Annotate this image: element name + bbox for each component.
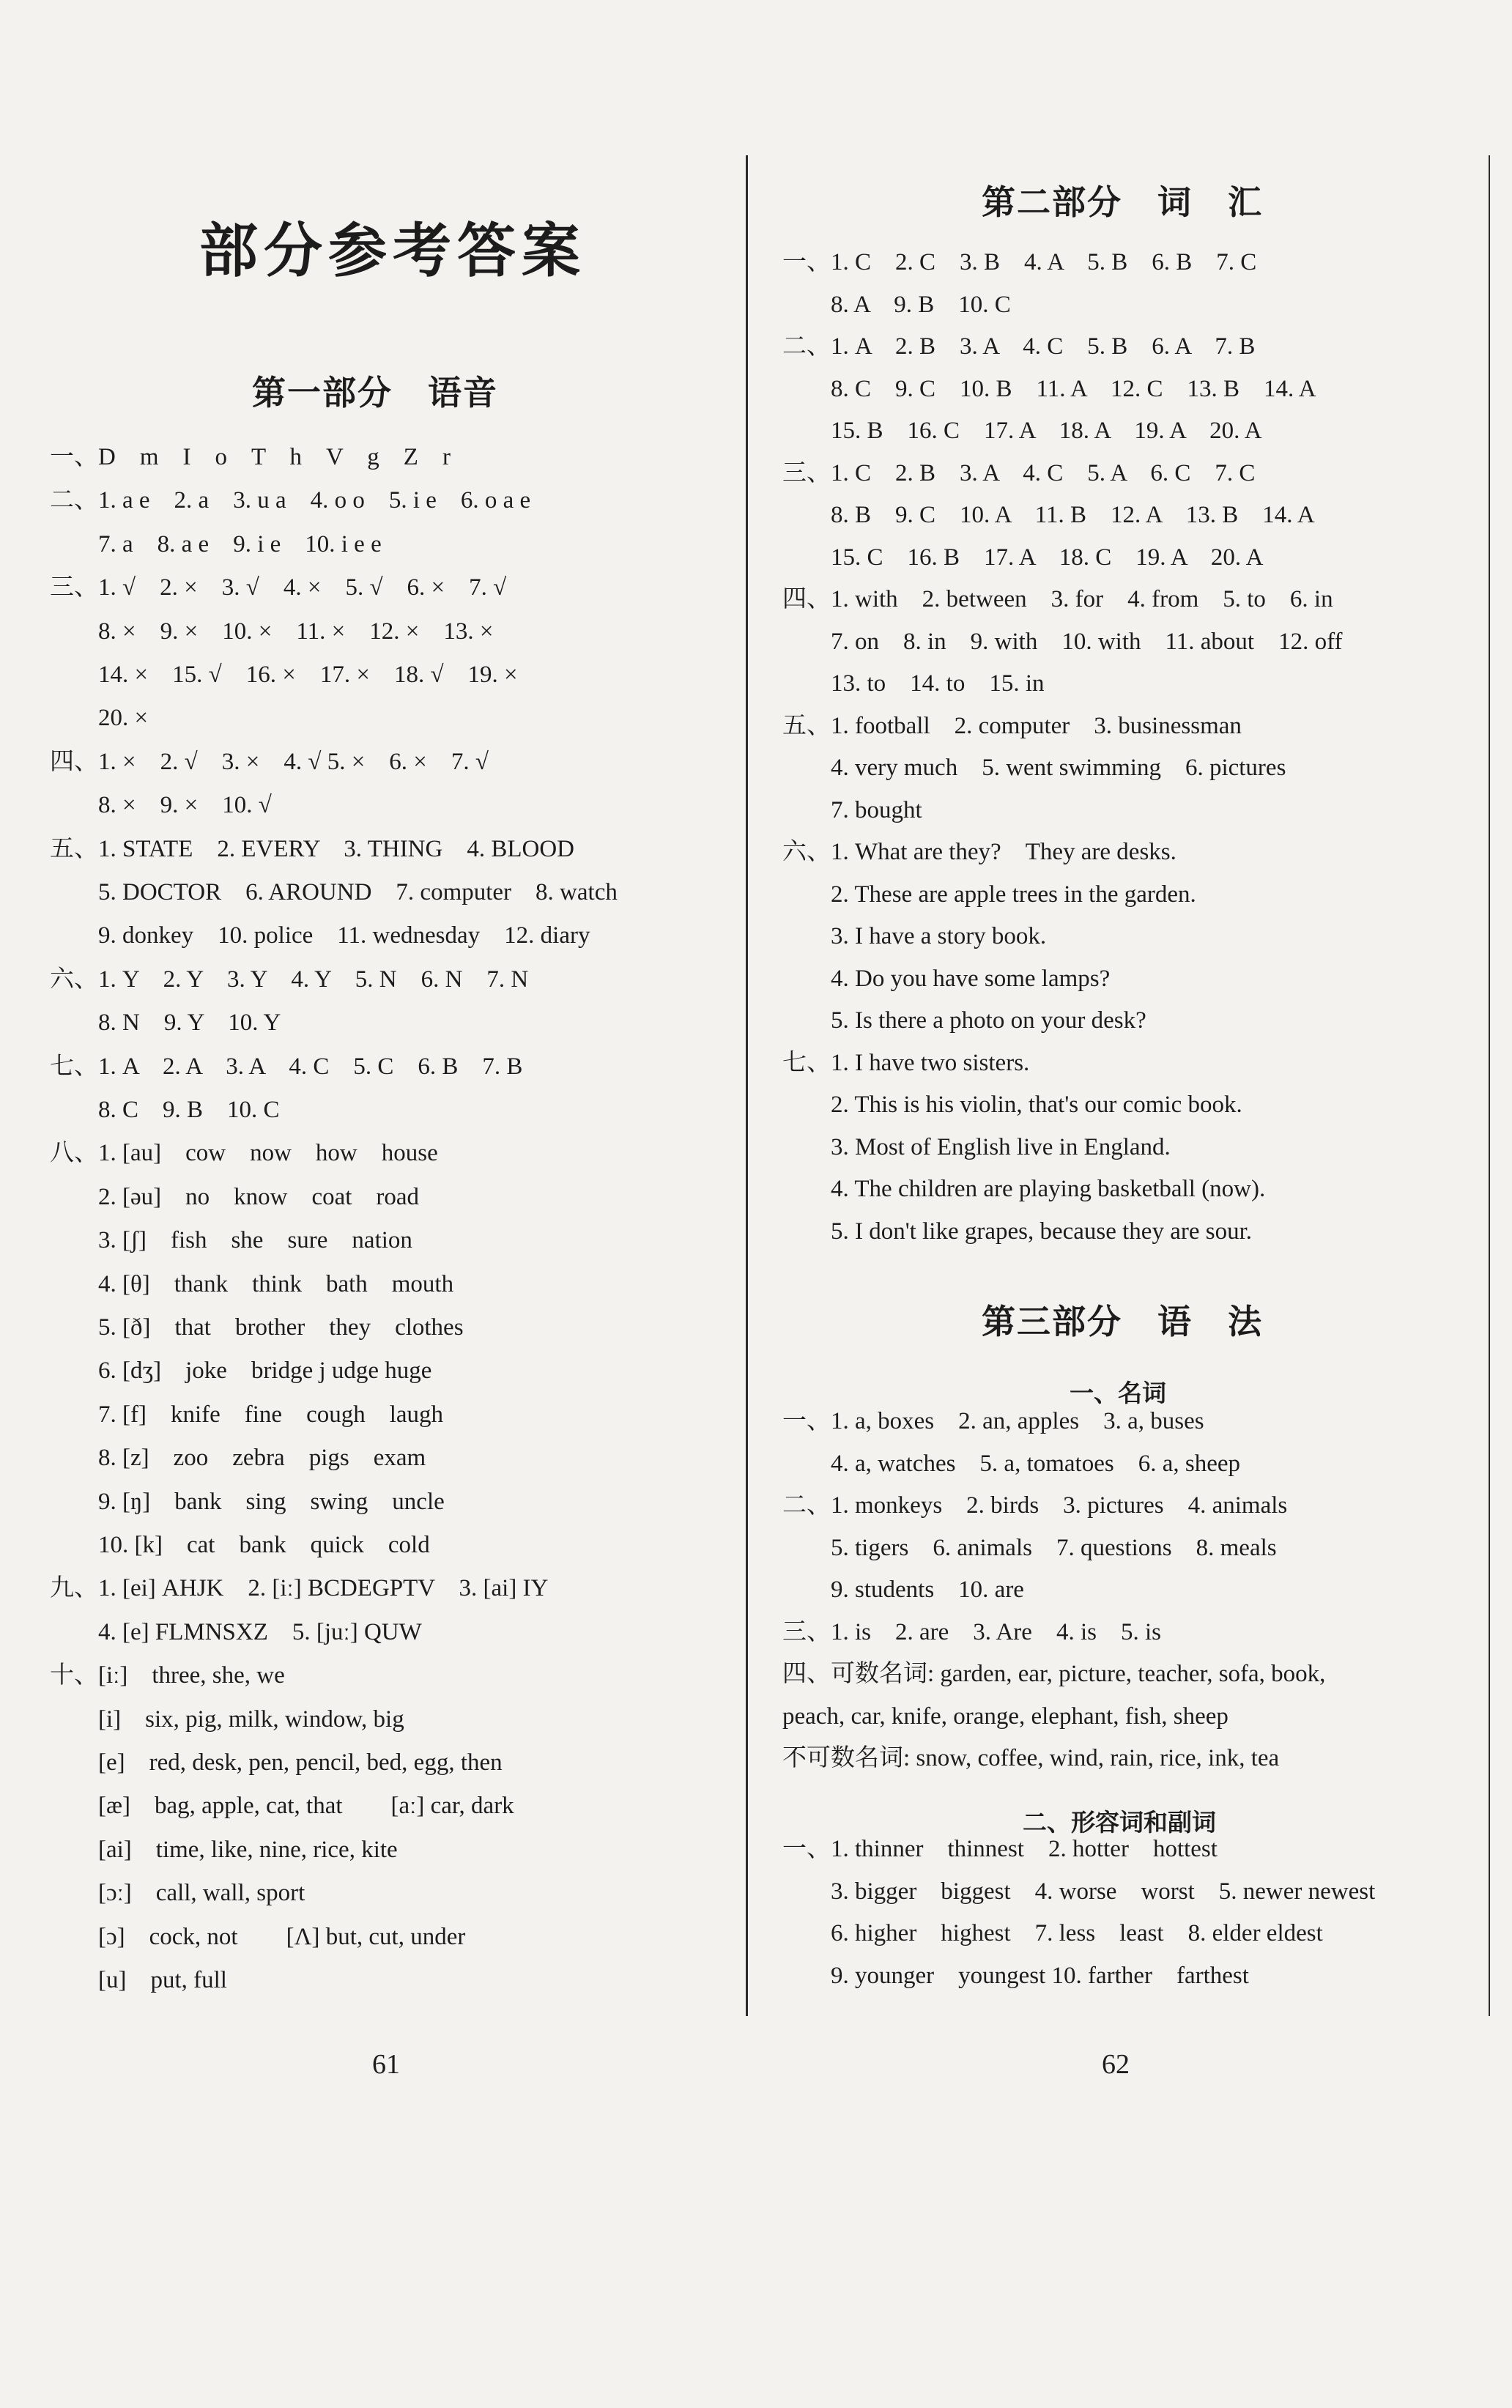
answer-line: 六、1. What are they? They are desks.	[782, 839, 1176, 865]
answer-line: 14. × 15. √ 16. × 17. × 18. √ 19. ×	[50, 662, 518, 688]
answer-line: [u] put, full	[50, 1967, 227, 1993]
answer-line: 五、1. football 2. computer 3. businessman	[782, 712, 1242, 739]
answer-line: 十、[iː] three, she, we	[50, 1662, 285, 1689]
part1-title: 第一部分 语音	[252, 373, 498, 412]
answer-line: 8. [z] zoo zebra pigs exam	[50, 1445, 426, 1472]
answer-line: 9. students 10. are	[782, 1577, 1024, 1603]
part2-title: 第二部分 词 汇	[982, 182, 1263, 222]
answer-line: 8. B 9. C 10. A 11. B 12. A 13. B 14. A	[782, 502, 1315, 528]
answer-line: [æ] bag, apple, cat, that [aː] car, dark	[50, 1793, 514, 1820]
answer-line: 二、1. monkeys 2. birds 3. pictures 4. animals	[782, 1492, 1288, 1519]
answer-line: 5. I don't like grapes, because they are sour.	[782, 1218, 1253, 1245]
answer-line: 4. a, watches 5. a, tomatoes 6. a, sheep	[782, 1450, 1241, 1477]
page-number-left: 61	[372, 2049, 400, 2080]
answer-line: 7. bought	[782, 796, 922, 823]
answer-line: 一、1. C 2. C 3. B 4. A 5. B 6. B 7. C	[782, 249, 1257, 275]
answer-line: 2. This is his violin, that's our comic book.	[782, 1092, 1242, 1118]
answer-line: peach, car, knife, orange, elephant, fish, sheep	[782, 1703, 1228, 1730]
page-number-right: 62	[1102, 2049, 1130, 2080]
answer-line: 5. tigers 6. animals 7. questions 8. meals	[782, 1534, 1277, 1561]
answer-line: 八、1. [au] cow now how house	[50, 1140, 438, 1167]
answer-line: 9. younger youngest 10. farther farthest	[782, 1962, 1249, 1989]
answer-line: 七、1. A 2. A 3. A 4. C 5. C 6. B 7. B	[50, 1053, 523, 1080]
part3-title: 第三部分 语 法	[982, 1302, 1263, 1341]
answer-line: 5. DOCTOR 6. AROUND 7. computer 8. watch	[50, 879, 618, 905]
answer-line: 5. [ð] that brother they clothes	[50, 1314, 464, 1341]
answer-line: 5. Is there a photo on your desk?	[782, 1007, 1146, 1034]
answer-line: 3. [ʃ] fish she sure nation	[50, 1227, 412, 1254]
answer-line: 10. [k] cat bank quick cold	[50, 1532, 430, 1558]
answer-line: 8. × 9. × 10. √	[50, 792, 272, 819]
answer-line: 三、1. C 2. B 3. A 4. C 5. A 6. C 7. C	[782, 459, 1256, 486]
answer-line: 3. bigger biggest 4. worse worst 5. newer newest	[782, 1878, 1376, 1905]
answer-line: 8. C 9. B 10. C	[50, 1097, 280, 1123]
answer-line: 7. [f] knife fine cough laugh	[50, 1401, 444, 1428]
answer-line: 五、1. STATE 2. EVERY 3. THING 4. BLOOD	[50, 835, 575, 862]
answer-key-title: 部分参考答案	[199, 217, 586, 285]
answer-line: 8. × 9. × 10. × 11. × 12. × 13. ×	[50, 618, 494, 645]
answer-line: 20. ×	[50, 705, 149, 732]
answer-line: 15. B 16. C 17. A 18. A 19. A 20. A	[782, 418, 1262, 444]
answer-line: 2. These are apple trees in the garden.	[782, 881, 1196, 908]
answer-line: 3. I have a story book.	[782, 923, 1047, 949]
answer-line: 4. very much 5. went swimming 6. pictures	[782, 755, 1286, 781]
answer-line: 7. a 8. a e 9. i e 10. i e e	[50, 530, 382, 557]
answer-line: 3. Most of English live in England.	[782, 1133, 1171, 1160]
answer-line: 六、1. Y 2. Y 3. Y 4. Y 5. N 6. N 7. N	[50, 966, 529, 993]
answer-line: 13. to 14. to 15. in	[782, 670, 1045, 697]
answer-line: [ɔː] call, wall, sport	[50, 1880, 305, 1907]
answer-line: 九、1. [ei] AHJK 2. [iː] BCDEGPTV 3. [ai] IY	[50, 1575, 549, 1602]
answer-line: 8. N 9. Y 10. Y	[50, 1009, 281, 1037]
answer-line: 8. C 9. C 10. B 11. A 12. C 13. B 14. A	[782, 375, 1316, 402]
answer-line: [ai] time, like, nine, rice, kite	[50, 1836, 398, 1863]
answer-line: [e] red, desk, pen, pencil, bed, egg, then	[50, 1749, 503, 1776]
answer-line: 9. [ŋ] bank sing swing uncle	[50, 1488, 445, 1515]
answer-line: 6. higher highest 7. less least 8. elder eldest	[782, 1920, 1323, 1946]
answer-line: 四、1. with 2. between 3. for 4. from 5. to 6. in	[782, 586, 1333, 612]
answer-line: 三、1. is 2. are 3. Are 4. is 5. is	[782, 1618, 1161, 1645]
answer-line: 9. donkey 10. police 11. wednesday 12. diary	[50, 922, 590, 949]
answer-line: 二、1. A 2. B 3. A 4. C 5. B 6. A 7. B	[782, 333, 1256, 360]
answer-line: [i] six, pig, milk, window, big	[50, 1705, 404, 1733]
answer-line: 一、1. thinner thinnest 2. hotter hottest	[782, 1836, 1218, 1862]
answer-line: 8. A 9. B 10. C	[782, 291, 1011, 318]
answer-line: 4. The children are playing basketball (now).	[782, 1176, 1266, 1202]
answer-line: 七、1. I have two sisters.	[782, 1049, 1030, 1076]
adjectives-adverbs-subtitle: 二、形容词和副词	[1023, 1808, 1216, 1837]
answer-line: 2. [əu] no know coat road	[50, 1183, 420, 1210]
answer-line: 15. C 16. B 17. A 18. C 19. A 20. A	[782, 544, 1264, 571]
answer-line: 6. [dʒ] joke bridge j udge huge	[50, 1357, 432, 1385]
answer-line: 四、可数名词: garden, ear, picture, teacher, sofa, book,	[782, 1661, 1326, 1687]
nouns-subtitle: 一、名词	[1070, 1379, 1166, 1407]
answer-line: 一、1. a, boxes 2. an, apples 3. a, buses	[782, 1408, 1204, 1434]
answer-line: [ɔ] cock, not [Λ] but, cut, under	[50, 1923, 466, 1950]
left-page	[0, 0, 747, 2408]
answer-line: 二、1. a e 2. a 3. u a 4. o o 5. i e 6. o a e	[50, 487, 531, 514]
answer-line: 三、1. √ 2. × 3. √ 4. × 5. √ 6. × 7. √	[50, 574, 507, 601]
answer-line: 4. Do you have some lamps?	[782, 965, 1111, 992]
answer-line: 4. [e] FLMNSXZ 5. [juː] QUW	[50, 1618, 422, 1645]
answer-line: 不可数名词: snow, coffee, wind, rain, rice, ink, tea	[782, 1745, 1280, 1771]
answer-line: 一、D m I o T h V g Z r	[50, 444, 451, 470]
right-page	[747, 0, 1512, 2408]
answer-line: 7. on 8. in 9. with 10. with 11. about 12. off	[782, 628, 1343, 655]
answer-line: 4. [θ] thank think bath mouth	[50, 1270, 454, 1297]
answer-line: 四、1. × 2. √ 3. × 4. √ 5. × 6. × 7. √	[50, 748, 489, 775]
